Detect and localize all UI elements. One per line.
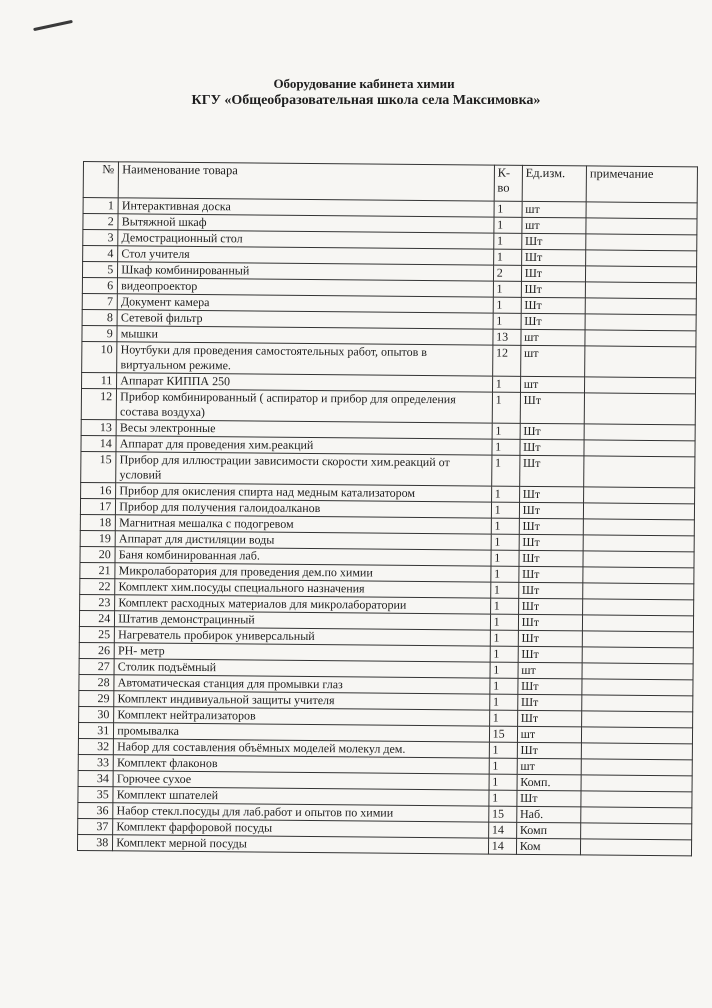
row-name: Комплект флаконов: [113, 755, 489, 774]
row-unit: шт: [521, 329, 585, 346]
row-note: [583, 567, 694, 584]
row-name: Шкаф комбинированный: [118, 262, 494, 281]
equipment-table: [77, 161, 698, 856]
row-qty: 1: [489, 710, 517, 726]
row-qty: 1: [491, 550, 519, 566]
row-unit: Шт: [518, 630, 582, 647]
row-name: Сетевой фильтр: [117, 310, 493, 329]
row-name: Баня комбинированная лаб.: [115, 547, 491, 566]
row-name: Комплект хим.посуды специального назначения: [115, 579, 491, 598]
row-qty: 1: [491, 534, 519, 550]
row-note: [582, 647, 693, 664]
row-num: 17: [80, 498, 115, 514]
row-unit: шт: [520, 376, 584, 393]
row-note: [581, 791, 692, 808]
row-name: промывалка: [114, 723, 490, 742]
row-num: 5: [82, 262, 117, 278]
row-name: Магнитная мешалка с подогревом: [116, 515, 492, 534]
row-unit: Шт: [521, 265, 585, 282]
row-num: 4: [83, 246, 118, 262]
row-num: 36: [78, 802, 113, 818]
row-unit: Шт: [521, 297, 585, 314]
row-note: [585, 266, 696, 283]
row-qty: 1: [489, 742, 517, 758]
table-row: [81, 388, 695, 424]
row-name: видеопроектор: [118, 278, 494, 297]
row-name: Набор стекл.посуды для лаб.работ и опытов по химии: [113, 803, 489, 822]
row-qty: 1: [491, 486, 519, 502]
row-num: 25: [79, 626, 114, 642]
row-name: Аппарат для проведения хим.реакций: [116, 436, 492, 455]
table-row: [82, 341, 696, 377]
header-name: Наименование товара: [118, 162, 494, 201]
row-unit: Шт: [519, 550, 583, 567]
row-num: 9: [82, 325, 117, 341]
row-qty: 1: [494, 201, 522, 217]
row-unit: Шт: [519, 502, 583, 519]
row-qty: 1: [491, 518, 519, 534]
row-name: Прибор комбинированный ( аспиратор и прибор для определения состава воздуха): [116, 389, 492, 423]
row-num: 12: [81, 388, 117, 419]
row-qty: 15: [488, 806, 516, 822]
row-unit: шт: [517, 758, 581, 775]
row-note: [581, 759, 692, 776]
row-note: [581, 823, 692, 840]
row-qty: 13: [493, 329, 521, 345]
row-qty: 1: [492, 439, 520, 455]
header-num: №: [83, 162, 119, 198]
row-note: [582, 663, 693, 680]
row-qty: 2: [493, 265, 521, 281]
row-unit: Шт: [521, 281, 585, 298]
row-unit: Наб.: [516, 806, 580, 823]
row-unit: Комп: [516, 822, 580, 839]
row-unit: Шт: [517, 694, 581, 711]
row-name: Прибор для получения галоидоалканов: [116, 499, 492, 518]
header-qty: К-во: [494, 165, 522, 201]
row-note: [581, 727, 692, 744]
row-num: 20: [80, 546, 115, 562]
row-note: [582, 631, 693, 648]
row-unit: Комп.: [517, 774, 581, 791]
row-num: 38: [77, 834, 112, 850]
row-note: [586, 218, 697, 235]
row-qty: 1: [491, 455, 519, 486]
row-num: 28: [79, 674, 114, 690]
row-num: 34: [78, 770, 113, 786]
row-unit: Шт: [521, 233, 585, 250]
table-header-row: [83, 162, 697, 203]
row-unit: Шт: [519, 486, 583, 503]
row-qty: 1: [490, 582, 518, 598]
row-note: [585, 298, 696, 315]
row-num: 30: [79, 706, 114, 722]
row-note: [584, 377, 695, 394]
row-note: [586, 234, 697, 251]
row-name: Комплект индивиуальной защиты учителя: [114, 691, 490, 710]
row-unit: шт: [520, 345, 585, 377]
row-note: [584, 393, 695, 425]
row-unit: Шт: [518, 582, 582, 599]
row-note: [585, 314, 696, 331]
row-note: [580, 839, 691, 856]
row-name: Прибор для иллюстрации зависимости скорости хим.реакций от условий: [116, 452, 492, 486]
row-qty: 1: [490, 598, 518, 614]
row-name: Аппарат для дистиляции воды: [115, 531, 491, 550]
row-note: [581, 743, 692, 760]
row-qty: 1: [490, 646, 518, 662]
row-name: Документ камера: [117, 294, 493, 313]
row-qty: 1: [492, 376, 520, 392]
row-unit: шт: [522, 201, 586, 218]
row-name: Комплект расходных материалов для микролаборатории: [115, 595, 491, 614]
row-note: [583, 599, 694, 616]
row-name: Горючее сухое: [113, 771, 489, 790]
row-num: 22: [80, 578, 115, 594]
row-note: [583, 503, 694, 520]
row-qty: 14: [488, 822, 516, 838]
row-note: [581, 775, 692, 792]
header-unit: Ед.изм.: [522, 165, 587, 202]
row-qty: 1: [489, 774, 517, 790]
row-qty: 1: [489, 790, 517, 806]
row-num: 16: [81, 482, 116, 498]
row-num: 1: [83, 198, 118, 214]
row-qty: 1: [492, 423, 520, 439]
row-note: [584, 440, 695, 457]
row-num: 10: [82, 341, 118, 372]
row-qty: 1: [490, 678, 518, 694]
row-note: [584, 456, 695, 488]
row-name: Комплект нейтрализаторов: [114, 707, 490, 726]
row-num: 29: [79, 690, 114, 706]
row-name: Комплект фарфоровой посуды: [113, 819, 489, 838]
row-num: 26: [79, 642, 114, 658]
row-unit: Шт: [518, 598, 582, 615]
row-num: 6: [82, 277, 117, 293]
row-unit: Шт: [519, 534, 583, 551]
row-note: [582, 679, 693, 696]
row-name: Нагреватель пробирок универсальный: [115, 627, 491, 646]
row-num: 7: [82, 293, 117, 309]
row-note: [584, 487, 695, 504]
row-num: 23: [80, 594, 115, 610]
row-qty: 15: [489, 726, 517, 742]
row-unit: Шт: [518, 614, 582, 631]
scan-mark: [33, 20, 73, 31]
row-qty: 1: [490, 662, 518, 678]
row-unit: Шт: [521, 313, 585, 330]
row-num: 37: [78, 818, 113, 834]
row-num: 18: [80, 514, 115, 530]
row-unit: Шт: [520, 423, 584, 440]
row-name: Прибор для окисления спирта над медным катализатором: [116, 483, 492, 502]
row-note: [586, 202, 697, 219]
header-note: примечание: [586, 166, 697, 203]
row-name: мышки: [117, 326, 493, 345]
row-qty: 12: [492, 345, 520, 376]
row-qty: 1: [493, 281, 521, 297]
row-note: [584, 424, 695, 441]
row-note: [583, 551, 694, 568]
row-qty: 1: [491, 566, 519, 582]
row-note: [581, 807, 692, 824]
row-name: Весы электронные: [116, 420, 492, 439]
row-unit: Шт: [519, 518, 583, 535]
row-qty: 1: [489, 694, 517, 710]
row-name: Ноутбуки для проведения самостоятельных работ, опытов в виртуальном режиме.: [117, 342, 493, 376]
row-unit: Шт: [517, 710, 581, 727]
row-unit: Шт: [519, 566, 583, 583]
row-num: 32: [78, 738, 113, 754]
row-name: Комплект шпателей: [113, 787, 489, 806]
row-note: [583, 535, 694, 552]
row-num: 3: [83, 230, 118, 246]
row-note: [582, 695, 693, 712]
row-qty: 1: [493, 233, 521, 249]
row-num: 14: [81, 435, 116, 451]
row-note: [583, 583, 694, 600]
row-num: 8: [82, 309, 117, 325]
row-num: 31: [78, 722, 113, 738]
row-name: Комплект мерной посуды: [113, 835, 489, 854]
row-name: Штатив демонстрацинный: [115, 611, 491, 630]
row-qty: 1: [494, 217, 522, 233]
row-num: 35: [78, 786, 113, 802]
row-num: 13: [81, 419, 116, 435]
row-name: Столик подъёмный: [114, 659, 490, 678]
row-qty: 1: [490, 630, 518, 646]
row-unit: шт: [517, 726, 581, 743]
row-name: Интерактивная доска: [118, 198, 494, 217]
row-qty: 1: [492, 392, 520, 423]
row-unit: Шт: [517, 790, 581, 807]
row-num: 11: [82, 372, 117, 388]
row-num: 21: [80, 562, 115, 578]
row-num: 33: [78, 754, 113, 770]
row-num: 19: [80, 530, 115, 546]
document-title: Оборудование кабинета химии: [273, 76, 455, 91]
row-unit: шт: [522, 217, 586, 234]
row-note: [585, 346, 696, 378]
row-unit: Шт: [520, 439, 584, 456]
row-name: Автоматическая станция для промывки глаз: [114, 675, 490, 694]
row-note: [582, 711, 693, 728]
row-qty: 1: [489, 758, 517, 774]
row-num: 15: [81, 451, 117, 482]
row-qty: 1: [493, 249, 521, 265]
row-num: 2: [83, 214, 118, 230]
row-qty: 1: [493, 297, 521, 313]
row-unit: Шт: [520, 392, 585, 424]
row-name: Вытяжной шкаф: [118, 214, 494, 233]
row-name: Демострационный стол: [118, 230, 494, 249]
row-name: PH- метр: [114, 643, 490, 662]
row-note: [585, 282, 696, 299]
row-name: Набор для составления объёмных моделей молекул дем.: [114, 739, 490, 758]
row-qty: 1: [490, 614, 518, 630]
row-unit: Шт: [518, 678, 582, 695]
row-name: Стол учителя: [118, 246, 494, 265]
row-unit: Шт: [518, 646, 582, 663]
row-note: [586, 250, 697, 267]
row-note: [585, 330, 696, 347]
row-unit: Шт: [519, 455, 584, 487]
row-qty: 1: [493, 313, 521, 329]
row-unit: шт: [518, 662, 582, 679]
row-note: [582, 615, 693, 632]
row-num: 24: [79, 610, 114, 626]
row-unit: Шт: [517, 742, 581, 759]
row-name: Аппарат КИППА 250: [117, 373, 493, 392]
document-subtitle: КГУ «Общеобразовательная школа села Максимовка»: [191, 93, 541, 108]
row-name: Микролаборатория для проведения дем.по химии: [115, 563, 491, 582]
row-qty: 14: [488, 838, 516, 854]
row-qty: 1: [491, 502, 519, 518]
row-note: [583, 519, 694, 536]
row-unit: Ком: [516, 838, 580, 855]
row-num: 27: [79, 658, 114, 674]
row-unit: Шт: [521, 249, 585, 266]
